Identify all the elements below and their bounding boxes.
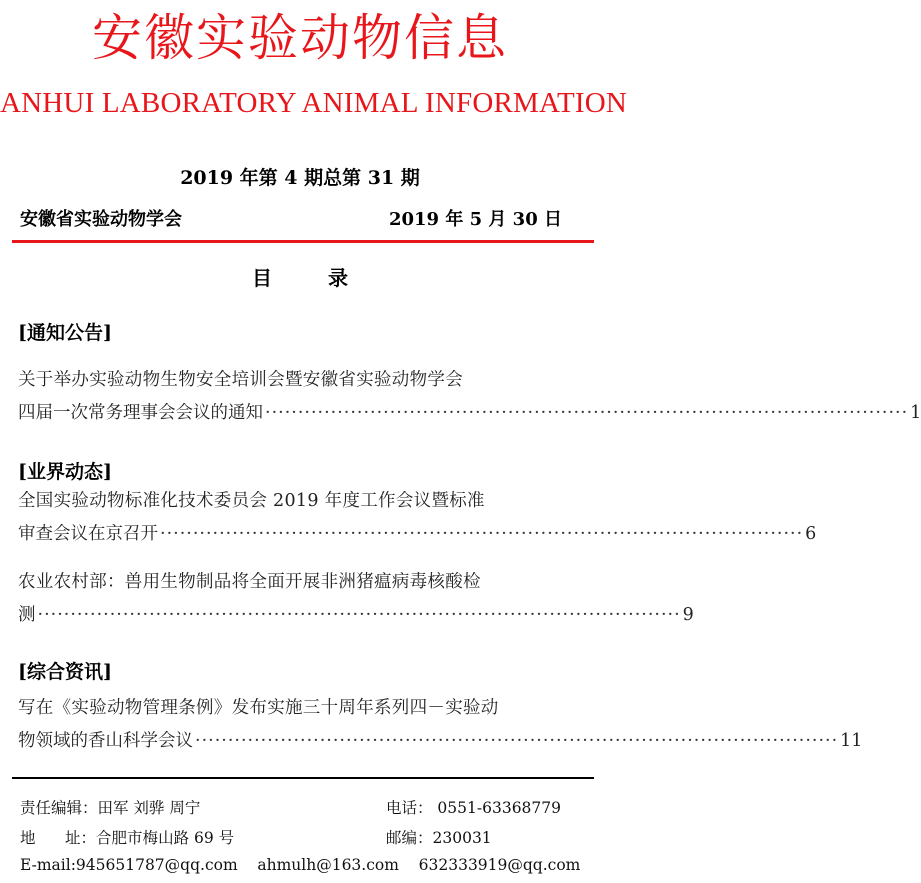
toc-section-industry-news: [业界动态] <box>18 461 112 483</box>
toc-leader-dots: ·································································································· <box>195 731 839 751</box>
footer-editors: 责任编辑：田军 刘骅 周宁 <box>20 799 201 817</box>
toc-entry[interactable] <box>18 364 921 430</box>
toc-entry[interactable] <box>18 692 863 758</box>
footer-emails[interactable]: E-mail:945651787@qq.com ahmulh@163.com 632333919@qq.com <box>20 856 581 874</box>
journal-title-chinese: 安徽实验动物信息 <box>92 9 508 67</box>
issue-number: 2019 年第 4 期总第 31 期 <box>180 167 420 189</box>
toc-entry-page: 6 <box>805 524 817 544</box>
publisher-society: 安徽省实验动物学会 <box>20 209 182 230</box>
toc-entry[interactable] <box>18 566 694 632</box>
toc-entry-title-line1: 全国实验动物标准化技术委员会 2019 年度工作会议暨标准 <box>18 491 485 511</box>
toc-leader-dots: ·································································································· <box>265 403 909 423</box>
toc-leader-dots: ·································································································· <box>37 605 681 625</box>
journal-title-english: ANHUI LABORATORY ANIMAL INFORMATION <box>0 87 628 119</box>
footer-phone: 电话： 0551-63368779 <box>386 799 562 817</box>
footer-divider <box>12 777 594 779</box>
toc-entry-title-line2: 四届一次常务理事会会议的通知 <box>18 403 263 423</box>
header-divider-red <box>12 240 594 243</box>
toc-entry[interactable] <box>18 485 817 551</box>
toc-entry-title-line1: 写在《实验动物管理条例》发布实施三十周年系列四－实验动 <box>18 698 499 718</box>
toc-entry-page: 11 <box>840 731 863 751</box>
toc-entry-page: 9 <box>682 605 694 625</box>
publish-date: 2019 年 5 月 30 日 <box>388 209 562 230</box>
toc-entry-page: 1 <box>910 403 921 423</box>
toc-section-general-info: [综合资讯] <box>18 661 112 683</box>
footer-postcode: 邮编：230031 <box>386 829 492 847</box>
toc-entry-title-line2: 物领域的香山科学会议 <box>18 731 193 751</box>
toc-section-notices: [通知公告] <box>18 322 112 344</box>
footer-address: 地 址：合肥市梅山路 69 号 <box>20 829 235 847</box>
toc-entry-title-line1: 农业农村部：兽用生物制品将全面开展非洲猪瘟病毒核酸检 <box>18 572 481 592</box>
toc-entry-title-line2: 审查会议在京召开 <box>18 524 158 544</box>
toc-entry-title-line1: 关于举办实验动物生物安全培训会暨安徽省实验动物学会 <box>18 370 463 390</box>
toc-entry-title-line2: 测 <box>18 605 36 625</box>
toc-leader-dots: ·································································································· <box>160 524 804 544</box>
toc-title: 目录 <box>252 266 404 290</box>
